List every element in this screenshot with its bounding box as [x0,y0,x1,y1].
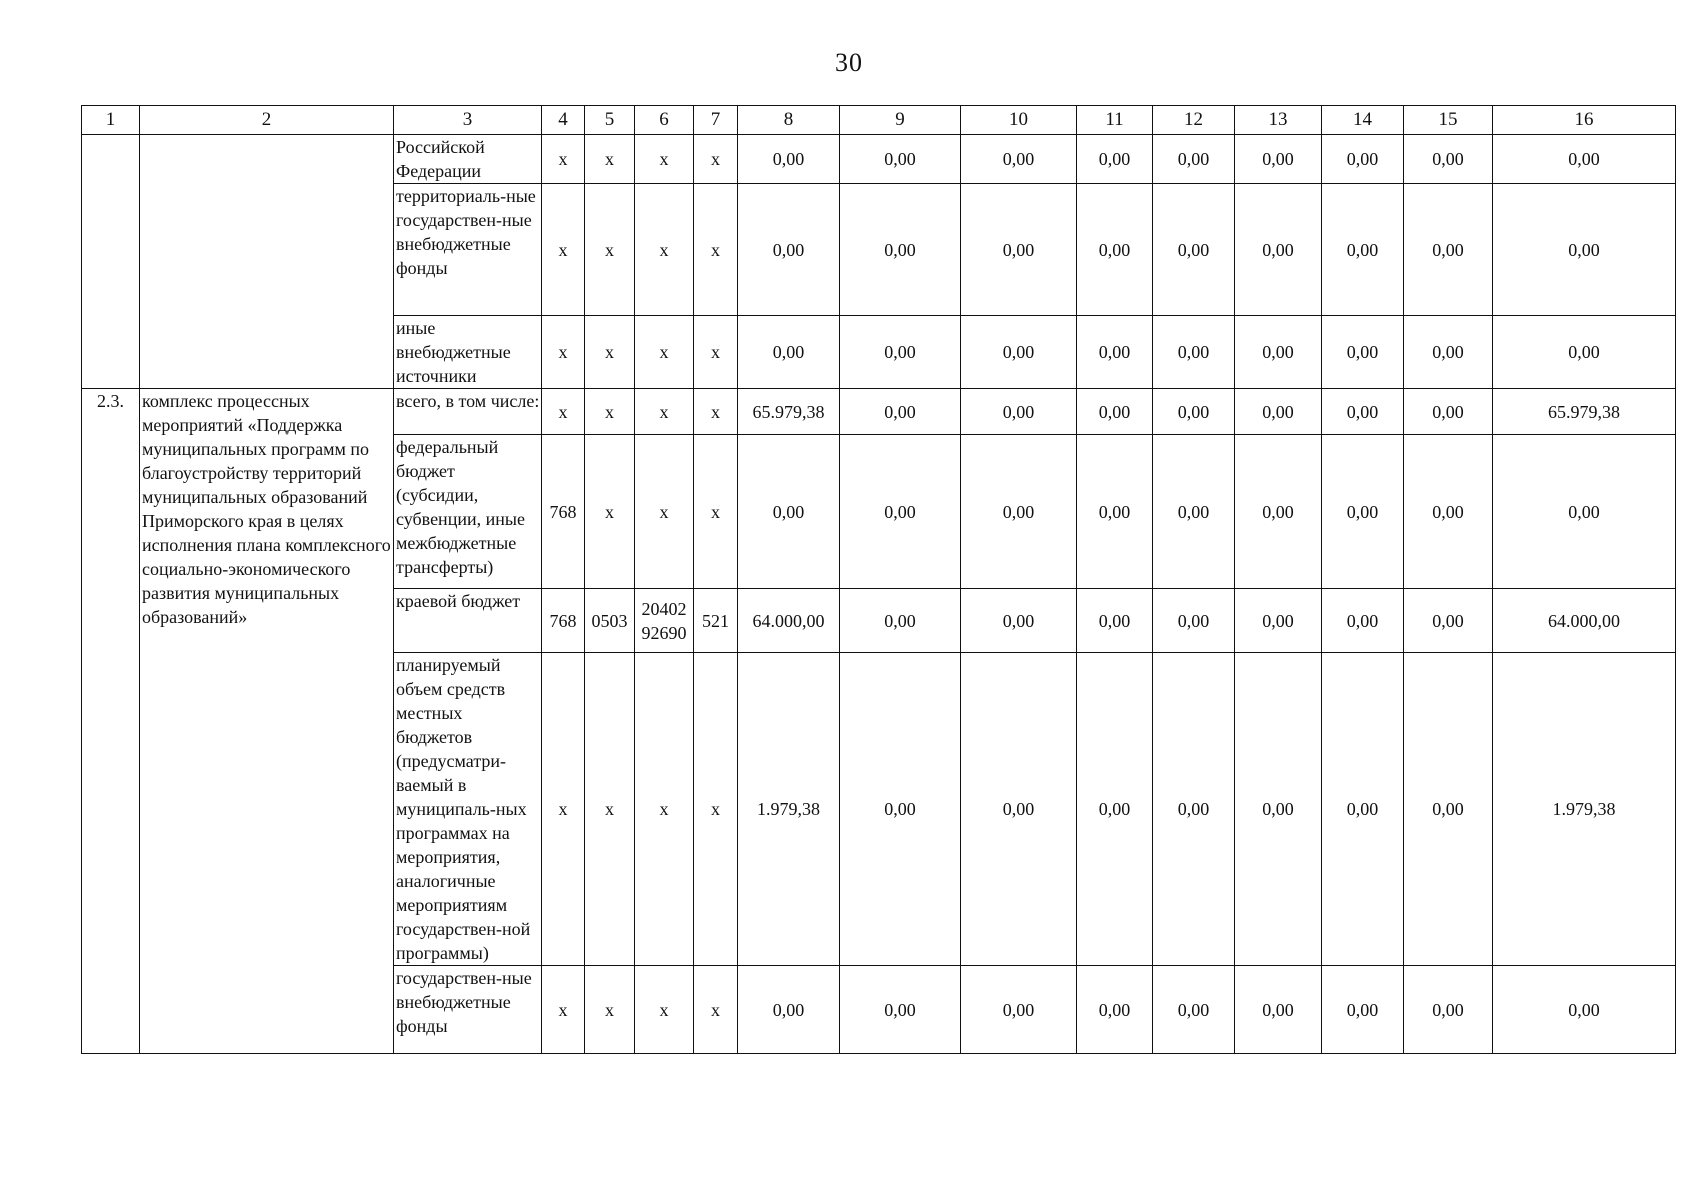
amount-cell: 0,00 [738,135,840,184]
funding-source: территориаль-ные государствен-ные внебюджетные фонды [394,184,542,316]
column-header: 6 [635,106,694,135]
budget-code-cell: 521 [694,589,738,653]
amount-cell: 65.979,38 [1493,389,1676,435]
amount-cell: 0,00 [1235,966,1322,1054]
amount-cell: 0,00 [1153,653,1235,966]
amount-cell: 0,00 [738,966,840,1054]
amount-cell: 0,00 [1322,135,1404,184]
amount-cell: 0,00 [1493,316,1676,389]
amount-cell: 0,00 [1322,966,1404,1054]
table-row [82,389,1676,435]
budget-code-cell: х [542,653,585,966]
amount-cell: 0,00 [1235,435,1322,589]
amount-cell: 0,00 [738,184,840,316]
amount-cell: 0,00 [1077,316,1153,389]
table-row [82,135,1676,184]
amount-cell: 0,00 [1235,316,1322,389]
amount-cell: 0,00 [1493,135,1676,184]
funding-source: государствен-ные внебюджетные фонды [394,966,542,1054]
amount-cell: 64.000,00 [738,589,840,653]
budget-code-cell: 768 [542,435,585,589]
budget-code-cell: х [585,184,635,316]
budget-code-cell: х [635,389,694,435]
amount-cell: 0,00 [1322,389,1404,435]
amount-cell: 0,00 [1322,184,1404,316]
column-header: 8 [738,106,840,135]
budget-code-cell: х [635,184,694,316]
amount-cell: 0,00 [1493,184,1676,316]
amount-cell: 0,00 [1235,135,1322,184]
item-index: 2.3. [82,389,140,1054]
budget-code-cell: х [585,389,635,435]
column-header: 7 [694,106,738,135]
budget-code-cell: 0503 [585,589,635,653]
column-header: 5 [585,106,635,135]
funding-source: иные внебюджетные источники [394,316,542,389]
column-header: 14 [1322,106,1404,135]
budget-code-cell: х [585,653,635,966]
funding-source: федеральный бюджет (субсидии, субвенции, иные межбюджетные трансферты) [394,435,542,589]
amount-cell: 0,00 [840,389,961,435]
amount-cell: 0,00 [1404,316,1493,389]
amount-cell: 0,00 [1404,653,1493,966]
amount-cell: 0,00 [1404,435,1493,589]
amount-cell: 0,00 [1235,389,1322,435]
amount-cell: 0,00 [738,316,840,389]
column-header: 2 [140,106,394,135]
budget-code-cell: х [694,966,738,1054]
amount-cell: 0,00 [1153,589,1235,653]
budget-code-cell: х [635,135,694,184]
amount-cell: 0,00 [1077,435,1153,589]
column-header: 15 [1404,106,1493,135]
amount-cell: 0,00 [1153,435,1235,589]
funding-source: планируемый объем средств местных бюджетов (предусматри-ваемый в муниципаль-ных программах на мероприятия, аналогичные мероприятиям государствен-ной программы) [394,653,542,966]
amount-cell: 0,00 [961,316,1077,389]
amount-cell: 0,00 [1077,966,1153,1054]
budget-code-cell: х [635,435,694,589]
budget-code-cell: х [694,135,738,184]
empty-name-cell [140,135,394,389]
page-number: 30 [835,48,863,77]
amount-cell: 0,00 [1077,184,1153,316]
budget-code-cell: х [635,966,694,1054]
amount-cell: 0,00 [1404,184,1493,316]
budget-code-cell: х [585,435,635,589]
budget-code-cell: х [694,389,738,435]
amount-cell: 0,00 [1235,653,1322,966]
amount-cell: 0,00 [961,435,1077,589]
budget-code-cell: х [585,966,635,1054]
amount-cell: 0,00 [1404,966,1493,1054]
column-header: 11 [1077,106,1153,135]
funding-source: всего, в том числе: [394,389,542,435]
amount-cell: 0,00 [1235,589,1322,653]
funding-source: Российской Федерации [394,135,542,184]
budget-code-cell: х [542,135,585,184]
funding-source: краевой бюджет [394,589,542,653]
budget-code-cell: х [542,184,585,316]
amount-cell: 0,00 [1493,966,1676,1054]
column-header: 9 [840,106,961,135]
empty-index-cell [82,135,140,389]
amount-cell: 0,00 [1322,589,1404,653]
amount-cell: 0,00 [1077,653,1153,966]
amount-cell: 0,00 [1077,589,1153,653]
amount-cell: 0,00 [1153,184,1235,316]
budget-code-cell: х [542,389,585,435]
amount-cell: 0,00 [961,589,1077,653]
amount-cell: 0,00 [961,966,1077,1054]
amount-cell: 0,00 [1153,966,1235,1054]
amount-cell: 0,00 [961,184,1077,316]
column-header: 12 [1153,106,1235,135]
amount-cell: 0,00 [1077,389,1153,435]
budget-code-cell: х [635,653,694,966]
column-header: 3 [394,106,542,135]
amount-cell: 1.979,38 [738,653,840,966]
budget-code-cell: 768 [542,589,585,653]
amount-cell: 0,00 [1077,135,1153,184]
budget-table [81,105,1676,1054]
budget-code-cell: х [694,184,738,316]
budget-code-cell: х [694,316,738,389]
budget-code-cell: х [542,966,585,1054]
amount-cell: 0,00 [1404,135,1493,184]
budget-code-cell: х [585,135,635,184]
column-header: 4 [542,106,585,135]
amount-cell: 0,00 [840,435,961,589]
amount-cell: 0,00 [961,135,1077,184]
budget-code-cell: 20402 92690 [635,589,694,653]
budget-code-cell: х [542,316,585,389]
amount-cell: 0,00 [1235,184,1322,316]
amount-cell: 0,00 [840,316,961,389]
amount-cell: 0,00 [840,653,961,966]
amount-cell: 0,00 [961,653,1077,966]
amount-cell: 0,00 [840,135,961,184]
budget-code-cell: х [585,316,635,389]
amount-cell: 0,00 [1493,435,1676,589]
amount-cell: 1.979,38 [1493,653,1676,966]
budget-code-cell: х [694,653,738,966]
column-header: 13 [1235,106,1322,135]
budget-code-cell: х [694,435,738,589]
amount-cell: 0,00 [840,589,961,653]
column-header: 10 [961,106,1077,135]
column-header: 1 [82,106,140,135]
amount-cell: 0,00 [1322,653,1404,966]
amount-cell: 0,00 [1322,435,1404,589]
amount-cell: 0,00 [1153,389,1235,435]
amount-cell: 0,00 [1153,135,1235,184]
amount-cell: 0,00 [1404,589,1493,653]
column-header: 16 [1493,106,1676,135]
amount-cell: 0,00 [738,435,840,589]
amount-cell: 64.000,00 [1493,589,1676,653]
amount-cell: 0,00 [1153,316,1235,389]
item-name: комплекс процессных мероприятий «Поддержка муниципальных программ по благоустройству территорий муниципальных образований Приморского края в целях исполнения плана комплексного социально-экономического развития муниципальных образований» [140,389,394,1054]
column-number-row [82,106,1676,135]
amount-cell: 0,00 [1322,316,1404,389]
amount-cell: 0,00 [840,966,961,1054]
amount-cell: 0,00 [1404,389,1493,435]
amount-cell: 65.979,38 [738,389,840,435]
amount-cell: 0,00 [840,184,961,316]
budget-code-cell: х [635,316,694,389]
amount-cell: 0,00 [961,389,1077,435]
